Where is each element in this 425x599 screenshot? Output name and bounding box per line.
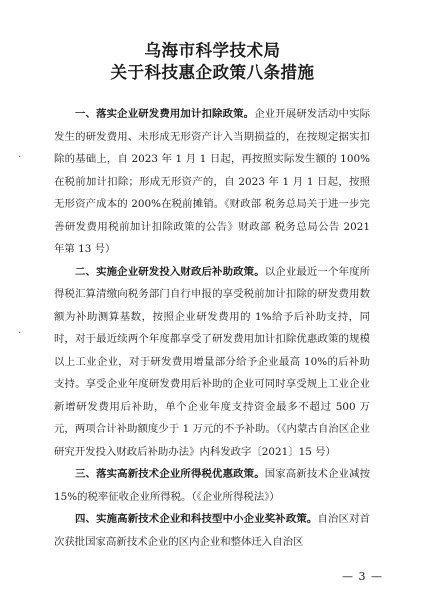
margin-mark: · [18, 328, 22, 339]
section-4 [54, 508, 370, 553]
section-2 [54, 261, 370, 464]
section-heading: 二、实施企业研发投入财政后补助政策。 [75, 265, 265, 278]
section-1 [54, 103, 370, 261]
page-number: — 3 — [342, 570, 383, 583]
document-body [54, 103, 370, 553]
section-heading: 三、落实高新技术企业所得税优惠政策。 [75, 468, 265, 480]
section-text: 国家高新技术企业减按 15%的税率征收企业所得税。（《企业所得税法》） [54, 468, 371, 503]
margin-mark: · [18, 152, 22, 163]
section-text: 企业开展研发活动中实际发生的研发费用、未形成无形资产计入当期损益的，在按规定据实扣除的基础上，自 2023 年 1 月 1 日起，再按照实际发生额的 100%在税前加计扣除；形成无形资产的，自 2023 年 1 月 1 日起，按照无形资产成本的 200%在税前摊销。《财政部 税务总局关于进一步完善研发费用税前加计扣除政策的公告》财政部 税务总局公告 2021 年第 13 号） [54, 108, 371, 255]
section-heading: 四、实施高新技术企业和科技型中小企业奖补政策。 [75, 513, 318, 525]
document-title-issuer: 乌海市科学技术局 [144, 41, 281, 60]
section-text: 自治区对首次获批国家高新技术企业的区内企业和整体迁入自治区 [54, 513, 371, 548]
section-heading: 一、落实企业研发费用加计扣除政策。 [75, 108, 255, 120]
section-3 [54, 463, 370, 508]
document-title-subject: 关于科技惠企政策八条措施 [110, 63, 315, 82]
section-text: 以企业最近一个年度所得税汇算清缴向税务部门自行申报的享受税前加计扣除的研发费用数额为补助测算基数，按照企业研发费用的 1%给予后补助支持，同时，对于最近续两个年度都享受了研发费用加计扣除优惠政策的规模以上工业企业，对于研发费用增量部分给予企业最高 10%的后补助支持。享受企业年度研发费用后补助的企业可同时享受规上工业企业新增研发费用后补助，单个企业年度支持资金最多不超过 500 万元，两项合计补助额度少于 1 万元的不予补助。（《内蒙古自治区企业研究开发投入财政后补助办法》内科发政字〔2021〕15 号） [54, 265, 371, 458]
